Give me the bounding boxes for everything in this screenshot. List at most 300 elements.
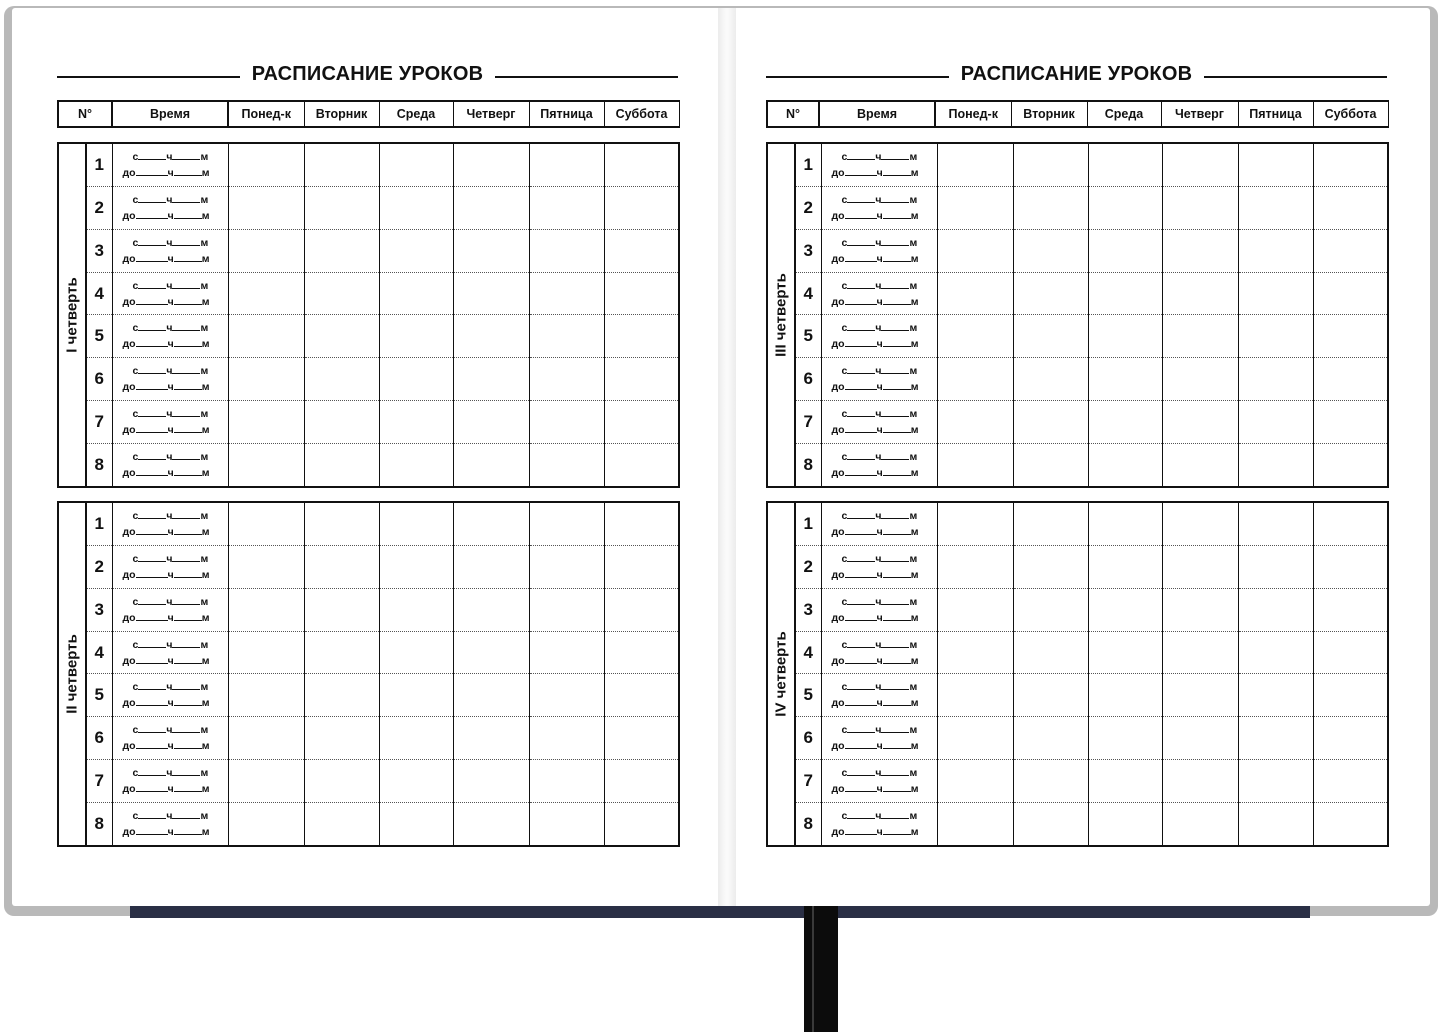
schedule-cell[interactable] (604, 588, 679, 631)
time-cell[interactable] (112, 502, 228, 545)
schedule-cell[interactable] (1013, 717, 1088, 760)
time-from-line: с ч м (132, 236, 209, 249)
lesson-row (58, 631, 679, 674)
schedule-cell[interactable] (379, 631, 453, 674)
schedule-cell[interactable] (937, 401, 1013, 444)
schedule-cell[interactable] (228, 186, 304, 229)
schedule-cell[interactable] (1313, 186, 1388, 229)
lesson-number: 1 (86, 143, 112, 186)
lesson-row (767, 802, 1388, 846)
schedule-cell[interactable] (228, 143, 304, 186)
schedule-cell[interactable] (937, 802, 1013, 846)
time-cell[interactable] (821, 588, 937, 631)
header-day: Среда (379, 101, 453, 127)
schedule-cell[interactable] (1238, 760, 1313, 803)
schedule-cell[interactable] (1162, 760, 1238, 803)
schedule-cell[interactable] (1162, 674, 1238, 717)
left-header-table (57, 100, 680, 128)
schedule-cell[interactable] (379, 588, 453, 631)
quarter-label-cell (767, 502, 795, 846)
time-cell[interactable] (112, 358, 228, 401)
schedule-cell[interactable] (1162, 802, 1238, 846)
time-from-line: с ч м (132, 150, 209, 163)
schedule-cell[interactable] (937, 588, 1013, 631)
schedule-cell[interactable] (379, 717, 453, 760)
schedule-cell[interactable] (1088, 229, 1162, 272)
lesson-number: 6 (86, 717, 112, 760)
schedule-cell[interactable] (529, 186, 604, 229)
lesson-number: 7 (86, 760, 112, 803)
schedule-cell[interactable] (1313, 588, 1388, 631)
schedule-cell[interactable] (529, 401, 604, 444)
time-to-line: до ч м (831, 783, 919, 796)
schedule-cell[interactable] (604, 717, 679, 760)
time-cell[interactable] (112, 674, 228, 717)
schedule-cell[interactable] (1313, 272, 1388, 315)
lesson-number: 1 (795, 143, 821, 186)
schedule-cell[interactable] (1238, 717, 1313, 760)
header-day: Суббота (1313, 101, 1388, 127)
schedule-cell[interactable] (1162, 401, 1238, 444)
schedule-cell[interactable] (604, 315, 679, 358)
time-cell[interactable] (112, 631, 228, 674)
time-cell[interactable] (821, 272, 937, 315)
schedule-cell[interactable] (379, 802, 453, 846)
lesson-row (767, 588, 1388, 631)
lesson-row (767, 272, 1388, 315)
schedule-cell[interactable] (453, 545, 529, 588)
schedule-cell[interactable] (228, 717, 304, 760)
schedule-cell[interactable] (1238, 358, 1313, 401)
schedule-cell[interactable] (529, 717, 604, 760)
time-cell[interactable] (112, 760, 228, 803)
schedule-cell[interactable] (1313, 443, 1388, 487)
time-from-line: с ч м (132, 509, 209, 522)
schedule-cell[interactable] (1013, 588, 1088, 631)
lesson-row (58, 760, 679, 803)
time-to-line: до ч м (831, 697, 919, 710)
schedule-cell[interactable] (304, 229, 379, 272)
schedule-cell[interactable] (937, 760, 1013, 803)
schedule-cell[interactable] (604, 358, 679, 401)
schedule-cell[interactable] (228, 401, 304, 444)
lesson-row (767, 186, 1388, 229)
schedule-cell[interactable] (529, 315, 604, 358)
schedule-cell[interactable] (604, 443, 679, 487)
schedule-cell[interactable] (937, 443, 1013, 487)
schedule-cell[interactable] (228, 802, 304, 846)
schedule-cell[interactable] (228, 674, 304, 717)
schedule-cell[interactable] (304, 717, 379, 760)
time-to-line: до ч м (122, 295, 210, 308)
schedule-cell[interactable] (1013, 401, 1088, 444)
lesson-row (58, 545, 679, 588)
schedule-cell[interactable] (1162, 717, 1238, 760)
header-time: Время (819, 101, 935, 127)
time-cell[interactable] (821, 186, 937, 229)
schedule-cell[interactable] (1088, 674, 1162, 717)
schedule-cell[interactable] (604, 502, 679, 545)
time-cell[interactable] (821, 545, 937, 588)
schedule-cell[interactable] (304, 545, 379, 588)
lesson-number: 2 (86, 186, 112, 229)
lesson-number: 4 (795, 631, 821, 674)
schedule-cell[interactable] (1313, 545, 1388, 588)
time-from-line: с ч м (841, 150, 918, 163)
schedule-cell[interactable] (1162, 229, 1238, 272)
lesson-number: 7 (795, 401, 821, 444)
right-header-table (766, 100, 1389, 128)
schedule-cell[interactable] (529, 443, 604, 487)
schedule-cell[interactable] (604, 186, 679, 229)
time-cell[interactable] (821, 631, 937, 674)
schedule-cell[interactable] (453, 802, 529, 846)
time-cell[interactable] (112, 401, 228, 444)
schedule-cell[interactable] (604, 545, 679, 588)
schedule-cell[interactable] (1238, 631, 1313, 674)
schedule-cell[interactable] (937, 502, 1013, 545)
time-cell[interactable] (821, 502, 937, 545)
schedule-cell[interactable] (1313, 802, 1388, 846)
time-cell[interactable] (821, 315, 937, 358)
schedule-cell[interactable] (1313, 502, 1388, 545)
time-to-line: до ч м (122, 568, 210, 581)
schedule-cell[interactable] (228, 358, 304, 401)
schedule-cell[interactable] (379, 143, 453, 186)
lesson-row (767, 143, 1388, 186)
schedule-cell[interactable] (1238, 802, 1313, 846)
time-cell[interactable] (821, 401, 937, 444)
lesson-number: 3 (86, 229, 112, 272)
time-to-line: до ч м (122, 424, 210, 437)
schedule-cell[interactable] (1088, 631, 1162, 674)
schedule-cell[interactable] (453, 674, 529, 717)
time-from-line: с ч м (132, 365, 209, 378)
schedule-cell[interactable] (1238, 401, 1313, 444)
schedule-cell[interactable] (1238, 186, 1313, 229)
schedule-cell[interactable] (937, 186, 1013, 229)
schedule-cell[interactable] (228, 760, 304, 803)
schedule-cell[interactable] (304, 588, 379, 631)
schedule-cell[interactable] (1238, 443, 1313, 487)
schedule-cell[interactable] (228, 315, 304, 358)
time-from-line: с ч м (841, 322, 918, 335)
schedule-cell[interactable] (1238, 588, 1313, 631)
schedule-cell[interactable] (304, 502, 379, 545)
schedule-cell[interactable] (304, 631, 379, 674)
schedule-cell[interactable] (379, 674, 453, 717)
schedule-cell[interactable] (1088, 802, 1162, 846)
schedule-cell[interactable] (529, 143, 604, 186)
schedule-cell[interactable] (529, 502, 604, 545)
schedule-cell[interactable] (1313, 315, 1388, 358)
schedule-cell[interactable] (304, 760, 379, 803)
lesson-number: 8 (86, 443, 112, 487)
schedule-cell[interactable] (1162, 186, 1238, 229)
time-to-line: до ч м (122, 209, 210, 222)
schedule-cell[interactable] (1088, 588, 1162, 631)
schedule-cell[interactable] (1162, 443, 1238, 487)
schedule-cell[interactable] (937, 315, 1013, 358)
time-cell[interactable] (112, 229, 228, 272)
lesson-row (767, 760, 1388, 803)
schedule-cell[interactable] (529, 358, 604, 401)
schedule-cell[interactable] (937, 143, 1013, 186)
schedule-cell[interactable] (604, 401, 679, 444)
time-cell[interactable] (821, 674, 937, 717)
schedule-cell[interactable] (379, 358, 453, 401)
quarter-3-table (766, 142, 1389, 488)
time-from-line: с ч м (132, 724, 209, 737)
schedule-cell[interactable] (379, 545, 453, 588)
schedule-cell[interactable] (1013, 760, 1088, 803)
header-day: Пятница (529, 101, 604, 127)
schedule-cell[interactable] (529, 272, 604, 315)
schedule-cell[interactable] (937, 631, 1013, 674)
schedule-cell[interactable] (604, 631, 679, 674)
schedule-cell[interactable] (604, 674, 679, 717)
time-cell[interactable] (821, 143, 937, 186)
schedule-cell[interactable] (1088, 272, 1162, 315)
time-cell[interactable] (821, 717, 937, 760)
schedule-cell[interactable] (453, 401, 529, 444)
schedule-cell[interactable] (453, 143, 529, 186)
lesson-row (58, 186, 679, 229)
lesson-row (767, 631, 1388, 674)
schedule-cell[interactable] (937, 229, 1013, 272)
left-page-title: РАСПИСАНИЕ УРОКОВ (57, 63, 678, 86)
time-cell[interactable] (112, 143, 228, 186)
schedule-cell[interactable] (937, 545, 1013, 588)
schedule-cell[interactable] (1013, 502, 1088, 545)
lesson-row (767, 502, 1388, 545)
schedule-cell[interactable] (228, 545, 304, 588)
time-from-line: с ч м (132, 638, 209, 651)
time-from-line: с ч м (841, 193, 918, 206)
lesson-number: 7 (86, 401, 112, 444)
schedule-cell[interactable] (1013, 631, 1088, 674)
lesson-number: 8 (795, 443, 821, 487)
time-cell[interactable] (821, 760, 937, 803)
schedule-cell[interactable] (1162, 272, 1238, 315)
time-from-line: с ч м (841, 767, 918, 780)
schedule-cell[interactable] (453, 443, 529, 487)
schedule-cell[interactable] (228, 229, 304, 272)
schedule-cell[interactable] (379, 186, 453, 229)
schedule-cell[interactable] (1313, 229, 1388, 272)
schedule-cell[interactable] (453, 358, 529, 401)
schedule-cell[interactable] (304, 315, 379, 358)
schedule-cell[interactable] (1162, 358, 1238, 401)
schedule-cell[interactable] (1238, 272, 1313, 315)
schedule-cell[interactable] (1013, 272, 1088, 315)
time-cell[interactable] (821, 443, 937, 487)
schedule-cell[interactable] (1313, 760, 1388, 803)
time-to-line: до ч м (122, 783, 210, 796)
schedule-cell[interactable] (304, 401, 379, 444)
schedule-cell[interactable] (304, 272, 379, 315)
schedule-cell[interactable] (1313, 674, 1388, 717)
quarter-label-cell (58, 143, 86, 487)
schedule-cell[interactable] (1013, 545, 1088, 588)
schedule-cell[interactable] (1162, 143, 1238, 186)
time-cell[interactable] (112, 588, 228, 631)
schedule-cell[interactable] (379, 272, 453, 315)
lesson-number: 2 (795, 545, 821, 588)
schedule-cell[interactable] (1088, 358, 1162, 401)
time-to-line: до ч м (122, 466, 210, 479)
schedule-cell[interactable] (1238, 545, 1313, 588)
time-cell[interactable] (112, 186, 228, 229)
schedule-cell[interactable] (1088, 545, 1162, 588)
schedule-cell[interactable] (529, 229, 604, 272)
schedule-cell[interactable] (453, 631, 529, 674)
header-day: Пятница (1238, 101, 1313, 127)
schedule-cell[interactable] (379, 401, 453, 444)
schedule-cell[interactable] (379, 760, 453, 803)
time-cell[interactable] (112, 802, 228, 846)
schedule-cell[interactable] (604, 760, 679, 803)
schedule-cell[interactable] (453, 229, 529, 272)
schedule-cell[interactable] (1088, 760, 1162, 803)
schedule-cell[interactable] (937, 358, 1013, 401)
schedule-cell[interactable] (228, 588, 304, 631)
schedule-cell[interactable] (529, 674, 604, 717)
schedule-cell[interactable] (1313, 358, 1388, 401)
schedule-cell[interactable] (604, 272, 679, 315)
schedule-cell[interactable] (1313, 143, 1388, 186)
schedule-cell[interactable] (1013, 674, 1088, 717)
time-to-line: до ч м (122, 740, 210, 753)
schedule-cell[interactable] (228, 272, 304, 315)
schedule-cell[interactable] (1013, 229, 1088, 272)
lesson-row (767, 358, 1388, 401)
schedule-cell[interactable] (453, 717, 529, 760)
schedule-cell[interactable] (453, 186, 529, 229)
schedule-cell[interactable] (1013, 143, 1088, 186)
time-to-line: до ч м (831, 209, 919, 222)
schedule-cell[interactable] (1162, 502, 1238, 545)
schedule-cell[interactable] (1013, 315, 1088, 358)
schedule-cell[interactable] (1013, 443, 1088, 487)
schedule-cell[interactable] (1088, 186, 1162, 229)
schedule-cell[interactable] (379, 315, 453, 358)
time-cell[interactable] (821, 229, 937, 272)
time-cell[interactable] (112, 717, 228, 760)
schedule-cell[interactable] (529, 545, 604, 588)
schedule-cell[interactable] (604, 143, 679, 186)
schedule-cell[interactable] (1088, 443, 1162, 487)
time-cell[interactable] (112, 315, 228, 358)
schedule-cell[interactable] (1088, 143, 1162, 186)
header-time: Время (112, 101, 228, 127)
schedule-cell[interactable] (1162, 315, 1238, 358)
schedule-cell[interactable] (304, 358, 379, 401)
schedule-cell[interactable] (1088, 717, 1162, 760)
schedule-cell[interactable] (1088, 315, 1162, 358)
schedule-cell[interactable] (1238, 502, 1313, 545)
lesson-row (58, 588, 679, 631)
time-to-line: до ч м (831, 654, 919, 667)
schedule-cell[interactable] (1088, 401, 1162, 444)
schedule-cell[interactable] (379, 229, 453, 272)
lesson-number: 3 (86, 588, 112, 631)
schedule-cell[interactable] (1013, 802, 1088, 846)
schedule-cell[interactable] (604, 802, 679, 846)
schedule-cell[interactable] (228, 631, 304, 674)
schedule-cell[interactable] (529, 631, 604, 674)
schedule-cell[interactable] (1238, 674, 1313, 717)
schedule-cell[interactable] (529, 588, 604, 631)
schedule-cell[interactable] (1313, 401, 1388, 444)
lesson-number: 5 (795, 315, 821, 358)
lesson-number: 6 (86, 358, 112, 401)
time-to-line: до ч м (831, 295, 919, 308)
header-day: Вторник (1011, 101, 1087, 127)
schedule-cell[interactable] (1313, 631, 1388, 674)
schedule-cell[interactable] (379, 443, 453, 487)
schedule-cell[interactable] (604, 229, 679, 272)
time-cell[interactable] (821, 358, 937, 401)
schedule-cell[interactable] (937, 717, 1013, 760)
schedule-cell[interactable] (1238, 229, 1313, 272)
time-to-line: до ч м (831, 252, 919, 265)
schedule-cell[interactable] (453, 502, 529, 545)
schedule-cell[interactable] (453, 588, 529, 631)
schedule-cell[interactable] (529, 802, 604, 846)
schedule-cell[interactable] (1238, 315, 1313, 358)
schedule-cell[interactable] (1162, 631, 1238, 674)
schedule-cell[interactable] (228, 443, 304, 487)
schedule-cell[interactable] (1162, 545, 1238, 588)
schedule-cell[interactable] (1313, 717, 1388, 760)
lesson-number: 6 (795, 358, 821, 401)
schedule-cell[interactable] (453, 272, 529, 315)
schedule-cell[interactable] (304, 143, 379, 186)
schedule-cell[interactable] (228, 502, 304, 545)
schedule-cell[interactable] (1088, 502, 1162, 545)
schedule-cell[interactable] (453, 760, 529, 803)
lesson-row (767, 717, 1388, 760)
schedule-cell[interactable] (529, 760, 604, 803)
schedule-cell[interactable] (1162, 588, 1238, 631)
schedule-cell[interactable] (304, 186, 379, 229)
time-to-line: до ч м (831, 740, 919, 753)
schedule-cell[interactable] (937, 674, 1013, 717)
schedule-cell[interactable] (937, 272, 1013, 315)
schedule-cell[interactable] (453, 315, 529, 358)
bookmark-ribbon[interactable] (804, 906, 838, 1032)
lesson-number: 6 (795, 717, 821, 760)
schedule-cell[interactable] (304, 443, 379, 487)
lesson-number: 5 (86, 315, 112, 358)
time-cell[interactable] (112, 443, 228, 487)
notebook-gutter (718, 8, 736, 906)
schedule-cell[interactable] (379, 502, 453, 545)
schedule-cell[interactable] (1238, 143, 1313, 186)
time-cell[interactable] (112, 272, 228, 315)
right-title-row (766, 63, 1387, 102)
schedule-cell[interactable] (1013, 358, 1088, 401)
schedule-cell[interactable] (304, 674, 379, 717)
schedule-cell[interactable] (304, 802, 379, 846)
time-to-line: до ч м (831, 424, 919, 437)
time-cell[interactable] (821, 802, 937, 846)
quarter-label: I четверть (63, 277, 81, 353)
lesson-number: 1 (86, 502, 112, 545)
schedule-cell[interactable] (1013, 186, 1088, 229)
time-cell[interactable] (112, 545, 228, 588)
